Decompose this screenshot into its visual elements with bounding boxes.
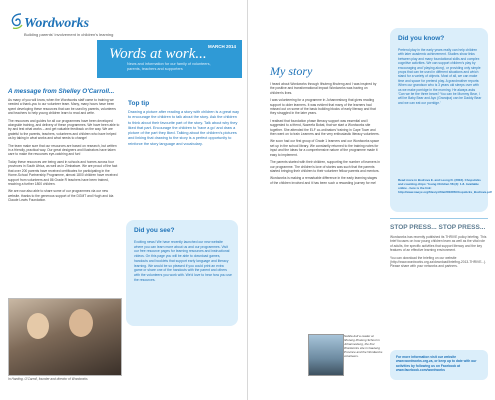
more-info-text: For more information visit our website www.wordworks.org.za, or keep up to date with our activities by following us on Facebook at www.facebook.com/wordworks bbox=[396, 355, 477, 373]
newsletter-page-left bbox=[2, 2, 247, 398]
did-you-see-heading: Did you see? bbox=[134, 227, 175, 234]
founder-photo bbox=[8, 298, 122, 376]
wordworks-logo bbox=[10, 12, 114, 37]
message-column bbox=[8, 88, 120, 206]
newsletter-title: Words at work... bbox=[109, 46, 207, 62]
photo-caption: In Harding. O'Carroll, founder and director of Wordworks bbox=[8, 377, 88, 381]
message-paragraph: Today these resources are being used in schools and homes across four provinces in South Africa, as well as in Zimbabwe. We are proud of the fact that over 200 parents have received certificates for participating in the Home-School Partnership Programme, almost 1800 children have received support from volunteers and 86 Grade R teachers have been trained, reaching a further 1800 children. bbox=[8, 159, 118, 186]
newsletter-page-right bbox=[248, 2, 493, 398]
message-paragraph: The team make sure that our resources are based on research, but written in a friendly, practical way. Our great designers and illustrators have taken care to make the resources eye-catching and fun! bbox=[8, 143, 117, 157]
story-paragraph: I was volunteering for a programme in Johannesburg that gives reading support to older learners. It was evident that many of the learners had missed out on some of the basic building blocks of early literacy and that they struggled in the later years. bbox=[270, 98, 376, 116]
issue-date: MARCH 2014 bbox=[207, 44, 236, 49]
stop-press-paragraph: Wordworks has recently published its THRIVE policy briefing. This brief focuses on how young children learn as well as the vital role of adults, the specific activities that support literacy and the key features of an effective learning environment. bbox=[390, 235, 487, 253]
more-info-box bbox=[390, 350, 488, 380]
swirl-icon bbox=[10, 12, 24, 30]
did-you-see-box bbox=[126, 220, 238, 326]
read-more-reference: Read more in Bodrova E. and Leong D. (2003). Chopsticks and counting chips: Young Children 58 (3): 1-8. Available online - here is the link: http://www.naeyc.org/files/yc/file/200305/Chopsticks_Bodrova.pdf bbox=[398, 178, 492, 194]
section-divider bbox=[390, 218, 488, 219]
masthead bbox=[97, 40, 242, 78]
top-tip-heading: Top tip bbox=[128, 100, 150, 107]
stop-press-heading: STOP PRESS... STOP PRESS... bbox=[390, 224, 486, 231]
did-you-know-text: Pretend play in the early years really can help children with later academic achievement. Studies show links between play and many foundational skills and complex cognitive activities. We can support children's play by encouraging and 'playing along', or providing only simple props that can be used in different situations and which stand for a variety of objects. Most of all, we can make time and space for pretend play. A grandmother reports: When our grandson who is 3 years old sleeps over with us we make porridge in the morning. He always asks 'Can we be the three bears? You can be Mummy Bear, I will be Baby Bear and Ayo (Grandpa) can be Daddy Bear and we can eat our porridge.' bbox=[398, 48, 482, 105]
stop-press-paragraph: You can download the briefing on our website (http://www.wordworks.org.za/download/briefing-2013-THRIVE...). Please share with your networks and partners. bbox=[390, 255, 487, 269]
story-paragraph: We soon had our first group of Grade 1 learners and our Wordworks space set up in the school library. We constantly returned to the training notes for input and the ideas for a comprehensive nature of the programme made it easy to implement. bbox=[270, 139, 380, 157]
message-heading: A message from Shelley O'Carroll... bbox=[8, 88, 115, 95]
message-paragraph: The resources and guides for all our programmes have been developed alongside training, and delivery of these programmes. We have been able to try and test what works – and get valuable feedback on the way. We are grateful to the parents, teachers, volunteers and children who have helped us by taking in what works and what needs to change! bbox=[8, 118, 120, 141]
did-you-know-heading: Did you know? bbox=[398, 35, 445, 42]
logo-wordmark: Wordworks bbox=[24, 16, 90, 31]
top-tip-text: Drawing a picture after reading a story with children is a great way to encourage the children to talk about the story. Ask the children to think about their favourite part of the story. Talk about why they liked that part. Encourage the children to 'have a go' and draw a picture of the part they liked. Talking about the children's pictures and linking that drawing to the story is a perfect opportunity to reinforce the story language and vocabulary. bbox=[128, 110, 240, 146]
story-photo-caption: Nabila Asif a reader at Ithuteng Ithuteng School in Johannesburg, the first Wordworks site in Gauteng Province and the Wordworks volunteers. bbox=[344, 334, 383, 358]
story-paragraph: I realised that foundation phase literacy support was essential and I suggested to a friend, Nazeefa Bobat, that we start a Wordworks site together. She attended the ELF co-ordinators' training in Cape Town and then went on to train Learners and the very enthusiastic literacy volunteers. bbox=[270, 118, 380, 137]
did-you-see-text: Exciting news! We have recently launched our new website where you can learn more about us and our programmes. Visit our free resource pages for learning resources and instructional videos. On this page you will be able to download games, handouts and booklets that support early language and literacy learning. We would be so pleased if you could print an extra game or share one of the handouts with the parent and others with the volunteers you work with. We'd love to hear how you use the resources. bbox=[134, 240, 232, 282]
my-story-heading: My story bbox=[270, 64, 313, 78]
story-paragraph: The parents started with their children, supporting the number of learners in our programme. The children's love of stories was such that the parents started bringing their children to their volunteer fellow parents and mentors. bbox=[270, 160, 380, 173]
photo-person bbox=[27, 313, 49, 339]
did-you-know-box bbox=[390, 28, 492, 212]
story-paragraph: I heard about Wordworks through Ithuteng Ithuteng and I was inspired by the positive and transformational impact Wordworks was having on children's lives. bbox=[270, 82, 377, 95]
newsletter-subtitle: News and information for our family of volunteers, parents, teachers and supporters bbox=[127, 62, 211, 71]
message-paragraph: We are now also able to share some of our programmes via our new website. thanks to the generous support of the DGMT and Hugh and Ida Claude Lewis Foundation. bbox=[8, 189, 114, 203]
stop-press-section bbox=[390, 224, 488, 269]
message-paragraph: As many of you will know, when the Wordworks staff came to training we needed a thank-you to our volunteer team. Many, many hours have been spent developing these resources that can be used by parents, volunteers and teachers to help young children learn to read and write. bbox=[8, 98, 116, 116]
story-paragraph: Wordworks is making a remarkable difference in the early learning stages of the children involved and it has been such a rewarding journey for me! bbox=[270, 176, 378, 185]
story-photo bbox=[308, 334, 344, 376]
top-tip-section bbox=[128, 100, 240, 147]
logo-tagline: Building parents' involvement in children's learning bbox=[24, 32, 114, 37]
photo-person bbox=[69, 309, 93, 337]
my-story-section bbox=[270, 64, 380, 188]
